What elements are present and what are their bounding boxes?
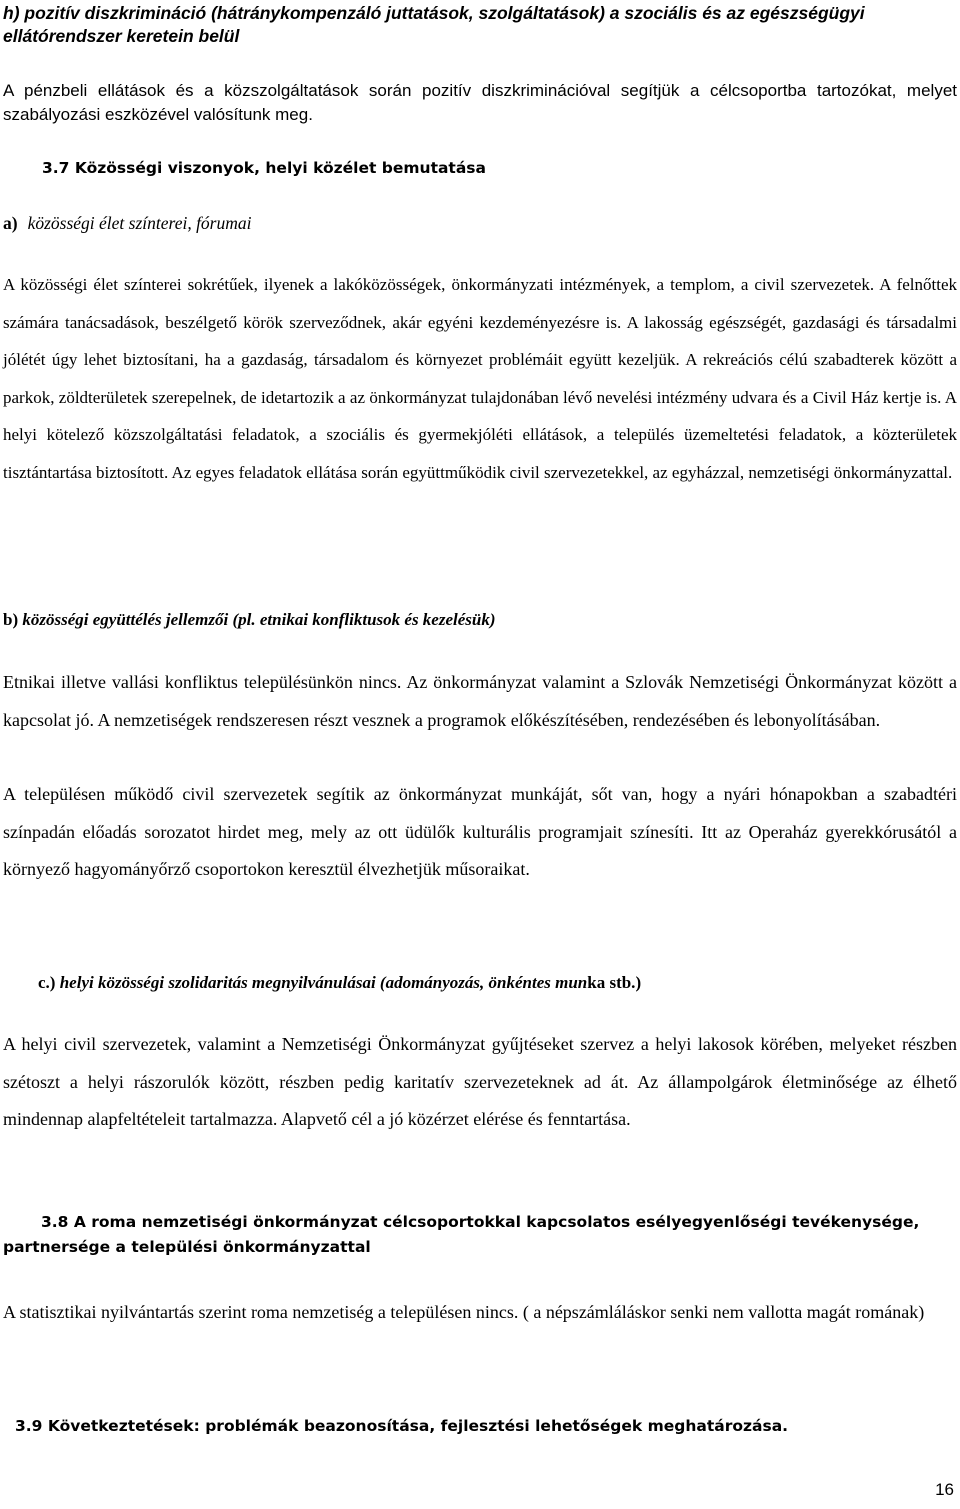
section-title: A roma nemzetiségi önkormányzat célcsoportokkal kapcsolatos esélyegyenlőségi tevékenysége, partnersége a települési önkormányzattal [3,1213,920,1256]
subsection-label: a) [3,213,18,233]
subsection-a-paragraph: A közösségi élet színterei sokrétűek, ilyenek a lakóközösségek, önkormányzati intézmények, a templom, a civil szervezetek. A felnőttek számára tanácsadások, beszélgető körök szerveződnek, akár egyéni kezdeményezésre is. A lakosság egészségét, gazdasági és társadalmi jólétét úgy lehet biztosítani, ha a gazdaság, társadalom és környezet problémáit együtt kezeljük. A rekreációs célú szabadterek között a parkok, zöldterületek szerepelnek, de idetartozik a az önkormányzat tulajdonában lévő nevelési intézmény udvara és a Civil Ház kertje is. A helyi kötelező közszolgáltatási feladatok, a szociális és gyermekjóléti ellátások, a település üzemeltetési feladatok, a közterületek tisztántartása biztosított. Az egyes feladatok ellátása során együttműködik civil szervezetekkel, az egyházzal, nemzetiségi önkormányzattal. [3,275,957,482]
intro-paragraph: A pénzbeli ellátások és a közszolgáltatások során pozitív diszkriminációval segítjük a célcsoportba tartozókat, melyet szabályozási eszközével valósítunk meg. [3,81,957,124]
subsection-b-paragraph-1: Etnikai illetve vallási konfliktus településünkön nincs. Az önkormányzat valamint a Szlovák Nemzetiségi Önkormányzat között a kapcsolat jó. A nemzetiségek rendszeresen részt vesznek a programok előkészítésében, rendezésében és lebonyolításában. [3,672,957,730]
subsection-a-heading [3,211,957,235]
subsection-title: közösségi élet színterei, fórumai [27,213,252,233]
section-number: 3.9 [15,1417,43,1435]
subsection-c-paragraph: A helyi civil szervezetek, valamint a Nemzetiségi Önkormányzat gyűjtéseket szervez a helyi lakosok körében, melyeket részben szétoszt a helyi rászorulók között, részben pedig karitatív szervezeteknek ad át. Az állampolgárok életminősége az élhető mindennap alapfeltételeit tartalmazza. Alapvető cél a jó közérzet elérése és fenntartása. [3,1034,957,1129]
subsection-title-close: ) [635,973,642,992]
subsection-title: közösségi együttélés jellemzői (pl. etnikai konfliktusok és kezelésük) [22,610,496,629]
subsection-b-paragraph-2: A településen működő civil szervezetek segítik az önkormányzat munkáját, sőt van, hogy a nyári hónapokban a szabadtéri színpadán előadás sorozatot hirdet meg, mely az ott üdülők kulturális programjait színesíti. Itt az Operaház gyerekkórusától a környező hagyományőrző csoportokon keresztül élvezhetjük műsoraikat. [3,784,957,879]
page-number: 16 [935,1480,954,1499]
intro-heading: h) pozitív diszkrimináció (hátránykompenzáló juttatások, szolgáltatások) a szociális és az egészségügyi ellátórendszer keretein belül [3,3,865,46]
subsection-c-heading [38,971,957,995]
subsection-b-heading [3,608,957,632]
section-3-8-heading [3,1210,957,1260]
section-title: Közösségi viszonyok, helyi közélet bemutatása [74,159,486,177]
section-3-9-heading [15,1414,957,1439]
subsection-title-tail: ka stb. [587,973,636,992]
section-number: 3.7 [42,159,70,177]
subsection-title: helyi közösségi szolidaritás megnyilvánulásai (adományozás, önkéntes mun [59,973,588,992]
section-title: Következtetések: problémák beazonosítása, fejlesztési lehetőségek meghatározása. [47,1417,789,1435]
section-3-8-paragraph: A statisztikai nyilvántartás szerint roma nemzetiség a településen nincs. ( a népszámláláskor senki nem vallotta magát romának) [3,1302,925,1322]
subsection-label: b) [3,610,19,629]
subsection-label: c.) [38,973,56,992]
section-3-7-heading [42,156,957,181]
section-number: 3.8 [41,1213,69,1231]
